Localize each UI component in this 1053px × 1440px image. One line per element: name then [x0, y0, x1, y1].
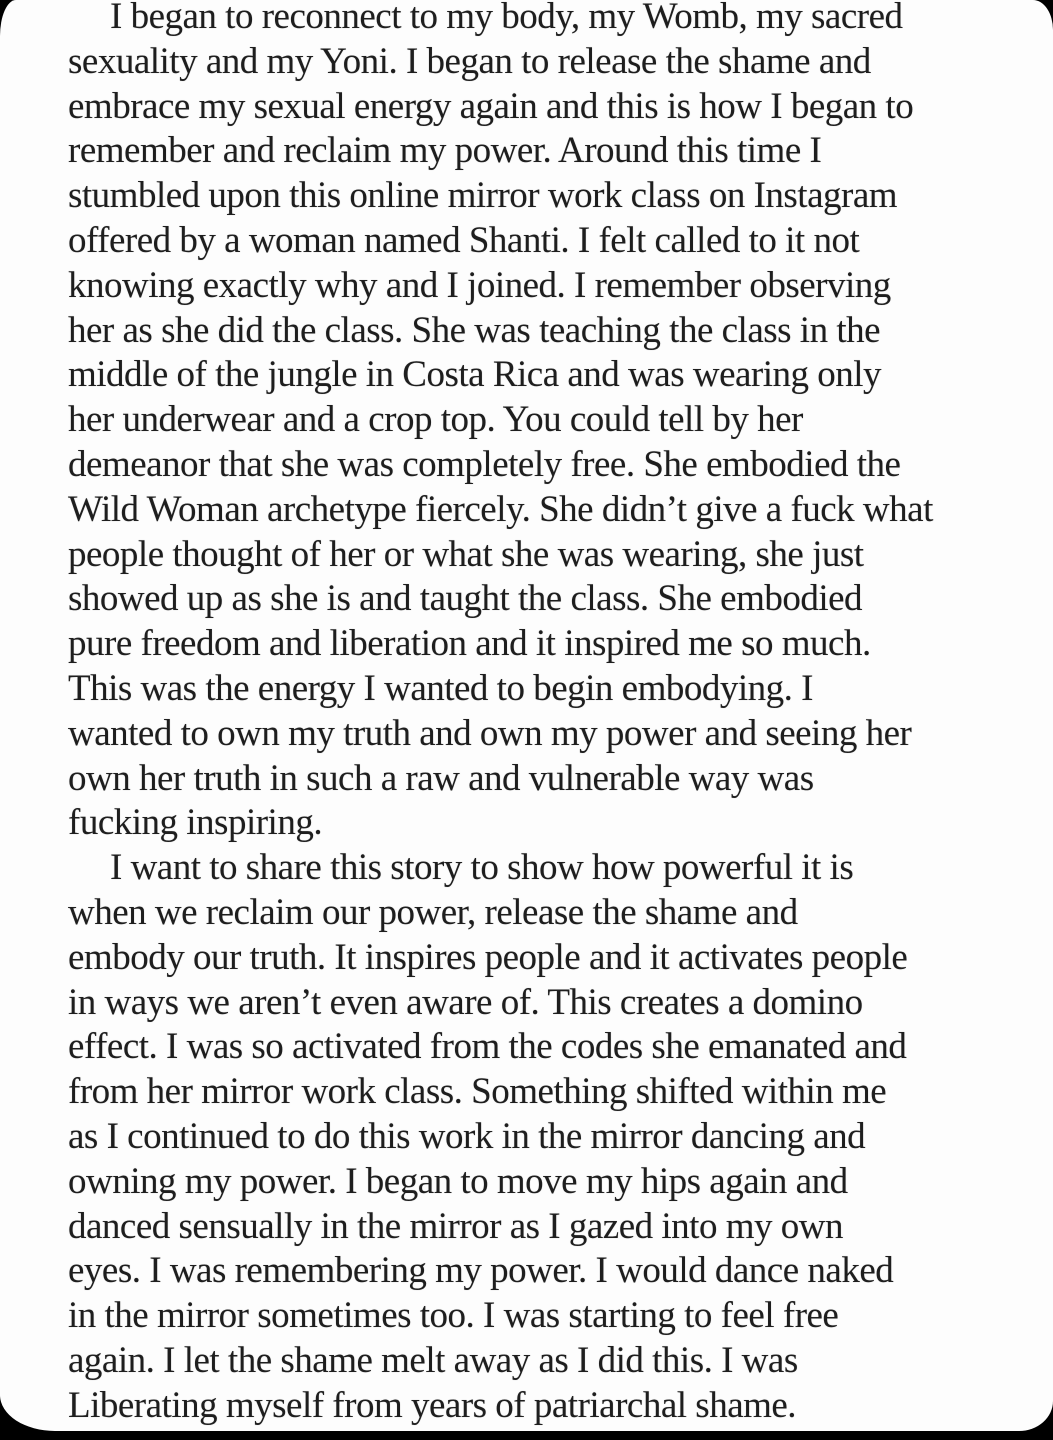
text-line: I began to reconnect to my body, my Womb, my sacred	[110, 0, 903, 37]
text-line: stumbled upon this online mirror work class on Instagram	[68, 175, 898, 217]
text-line: effect. I was so activated from the codes she emanated and	[68, 1026, 907, 1068]
text-column	[68, 0, 1015, 1429]
text-line: from her mirror work class. Something shifted within me	[68, 1071, 887, 1113]
text-line: as I continued to do this work in the mirror dancing and	[68, 1115, 866, 1157]
text-line: again. I let the shame melt away as I did this. I was	[68, 1339, 798, 1381]
paragraph	[68, 0, 1015, 846]
text-line: This was the energy I wanted to begin embodying. I	[68, 667, 813, 709]
text-line: showed up as she is and taught the class. She embodied	[68, 578, 863, 620]
text-line: offered by a woman named Shanti. I felt called to it not	[68, 219, 860, 261]
text-line: Wild Woman archetype fiercely. She didn’t give a fuck what	[68, 488, 933, 530]
text-line: I want to share this story to show how powerful it is	[110, 847, 854, 889]
text-line: pure freedom and liberation and it inspired me so much.	[68, 623, 871, 665]
text-line: owning my power. I began to move my hips again and	[68, 1160, 848, 1202]
text-line: fucking inspiring.	[68, 802, 323, 844]
paragraph	[68, 846, 1015, 1428]
text-line: own her truth in such a raw and vulnerable way was	[68, 757, 814, 799]
text-line: when we reclaim our power, release the shame and	[68, 891, 798, 933]
text-line: wanted to own my truth and own my power and seeing her	[68, 712, 912, 754]
text-line: middle of the jungle in Costa Rica and was wearing only	[68, 354, 882, 396]
text-line: embody our truth. It inspires people and it activates people	[68, 936, 908, 978]
text-line: embrace my sexual energy again and this is how I began to	[68, 85, 914, 127]
text-line: in ways we aren’t even aware of. This creates a domino	[68, 981, 863, 1023]
text-line: her as she did the class. She was teaching the class in the	[68, 309, 881, 351]
text-line: eyes. I was remembering my power. I would dance naked	[68, 1250, 894, 1292]
text-line: her underwear and a crop top. You could tell by her	[68, 399, 803, 441]
text-line: demeanor that she was completely free. She embodied the	[68, 443, 901, 485]
text-line: Liberating myself from years of patriarchal shame.	[68, 1384, 797, 1426]
text-line: remember and reclaim my power. Around this time I	[68, 130, 822, 172]
text-line: sexuality and my Yoni. I began to release the shame and	[68, 40, 871, 82]
text-line: danced sensually in the mirror as I gazed into my own	[68, 1205, 843, 1247]
text-line: knowing exactly why and I joined. I remember observing	[68, 264, 891, 306]
text-line: people thought of her or what she was wearing, she just	[68, 533, 864, 575]
text-line: in the mirror sometimes too. I was starting to feel free	[68, 1295, 839, 1337]
